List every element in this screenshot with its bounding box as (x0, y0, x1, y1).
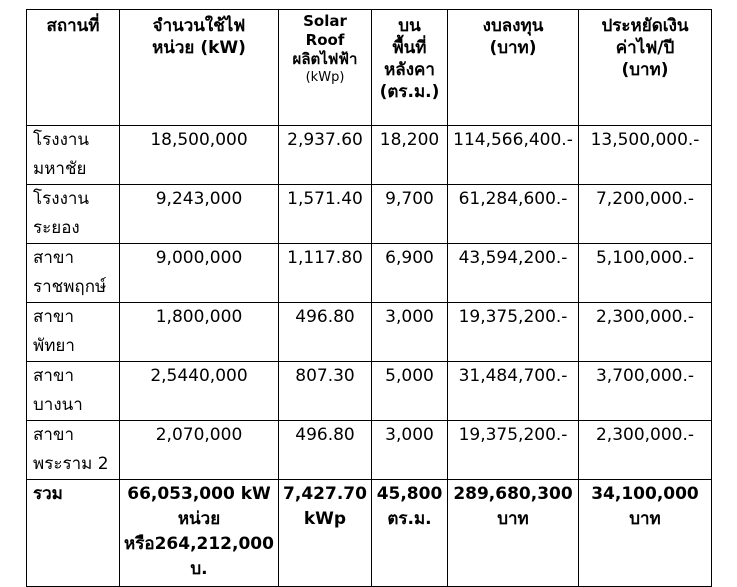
row-place (27, 303, 120, 362)
row-usage: 18,500,000 (120, 126, 279, 185)
table-row (27, 185, 712, 244)
header-budget-line2: (บาท) (489, 38, 537, 58)
header-solar-line1: Solar (303, 12, 347, 30)
row-solar: 1,117.80 (279, 244, 372, 303)
table-row (27, 244, 712, 303)
row-place-line1: โรงงาน (33, 189, 90, 209)
row-place-line2: ราชพฤกษ์ (33, 277, 107, 297)
row-usage: 2,5440,000 (120, 362, 279, 421)
table-row (27, 362, 712, 421)
row-solar: 496.80 (279, 303, 372, 362)
row-place-line1: สาขา (33, 366, 75, 386)
header-solar-line2: Roof (305, 31, 345, 49)
header-area-line1: บน (398, 16, 421, 36)
total-area-line2: ตร.ม. (387, 509, 432, 529)
total-budget-line1: 289,680,300 (453, 484, 573, 504)
row-place-line1: สาขา (33, 248, 75, 268)
row-saving: 2,300,000.- (579, 303, 712, 362)
row-place (27, 244, 120, 303)
row-area: 3,000 (372, 303, 448, 362)
total-budget-line2: บาท (497, 509, 529, 529)
row-place-line1: สาขา (33, 307, 75, 327)
header-budget-line1: งบลงทุน (482, 16, 544, 36)
row-saving: 13,500,000.- (579, 126, 712, 185)
header-saving-line1: ประหยัดเงิน (601, 16, 689, 36)
total-area-line1: 45,800 (376, 484, 443, 504)
row-place-line2: บางนา (33, 395, 83, 415)
row-place (27, 421, 120, 480)
row-saving: 5,100,000.- (579, 244, 712, 303)
header-solar (279, 10, 372, 126)
header-usage-line2: หน่วย (kW) (152, 38, 246, 58)
total-saving-line2: บาท (629, 509, 661, 529)
row-area: 3,000 (372, 421, 448, 480)
row-saving: 3,700,000.- (579, 362, 712, 421)
total-area (372, 480, 448, 587)
total-usage-line3: หรือ264,212,000 (124, 534, 274, 554)
header-area-line3: หลังคา (384, 60, 435, 80)
row-solar: 2,937.60 (279, 126, 372, 185)
row-place-line1: โรงงาน (33, 130, 90, 150)
header-area (372, 10, 448, 126)
row-usage: 9,243,000 (120, 185, 279, 244)
total-row (27, 480, 712, 587)
solar-investment-table (26, 9, 712, 587)
row-solar: 1,571.40 (279, 185, 372, 244)
row-place (27, 185, 120, 244)
row-solar: 807.30 (279, 362, 372, 421)
total-usage-line1: 66,053,000 kW (127, 484, 271, 504)
row-budget: 31,484,700.- (448, 362, 579, 421)
row-budget: 114,566,400.- (448, 126, 579, 185)
row-usage: 9,000,000 (120, 244, 279, 303)
row-solar: 496.80 (279, 421, 372, 480)
total-saving-line1: 34,100,000 (591, 484, 699, 504)
row-budget: 61,284,600.- (448, 185, 579, 244)
header-place (27, 10, 120, 126)
header-saving-line3: (บาท) (621, 60, 669, 80)
row-budget: 43,594,200.- (448, 244, 579, 303)
header-solar-unit: (kWp) (305, 70, 345, 85)
total-usage-line2: หน่วย (177, 509, 221, 529)
row-saving: 7,200,000.- (579, 185, 712, 244)
row-place-line2: พระราม 2 (33, 454, 109, 474)
total-solar-line2: kWp (303, 509, 347, 529)
table-row (27, 303, 712, 362)
header-budget (448, 10, 579, 126)
header-saving-line2: ค่าไฟ/ปี (615, 38, 675, 58)
header-area-line4: (ตร.ม.) (379, 82, 440, 102)
row-place (27, 362, 120, 421)
total-usage-line4: บ. (190, 559, 208, 579)
row-budget: 19,375,200.- (448, 421, 579, 480)
row-usage: 2,070,000 (120, 421, 279, 480)
header-saving (579, 10, 712, 126)
row-area: 9,700 (372, 185, 448, 244)
total-solar (279, 480, 372, 587)
row-budget: 19,375,200.- (448, 303, 579, 362)
row-place-line1: สาขา (33, 425, 75, 445)
total-solar-line1: 7,427.70 (283, 484, 367, 504)
row-place-line2: พัทยา (33, 336, 75, 356)
header-usage (120, 10, 279, 126)
table-row (27, 421, 712, 480)
row-area: 6,900 (372, 244, 448, 303)
total-usage (120, 480, 279, 587)
header-usage-line1: จำนวนใช้ไฟ (152, 16, 246, 36)
total-saving (579, 480, 712, 587)
header-area-line2: พื้นที่ (392, 38, 427, 58)
row-place-line2: มหาชัย (33, 159, 87, 179)
table-row (27, 126, 712, 185)
row-usage: 1,800,000 (120, 303, 279, 362)
row-saving: 2,300,000.- (579, 421, 712, 480)
row-area: 5,000 (372, 362, 448, 421)
header-place-label: สถานที่ (46, 16, 100, 36)
total-budget (448, 480, 579, 587)
header-row (27, 10, 712, 126)
row-place (27, 126, 120, 185)
header-solar-line3: ผลิตไฟฟ้า (292, 50, 358, 68)
row-place-line2: ระยอง (33, 218, 80, 238)
row-area: 18,200 (372, 126, 448, 185)
total-label: รวม (27, 480, 120, 587)
